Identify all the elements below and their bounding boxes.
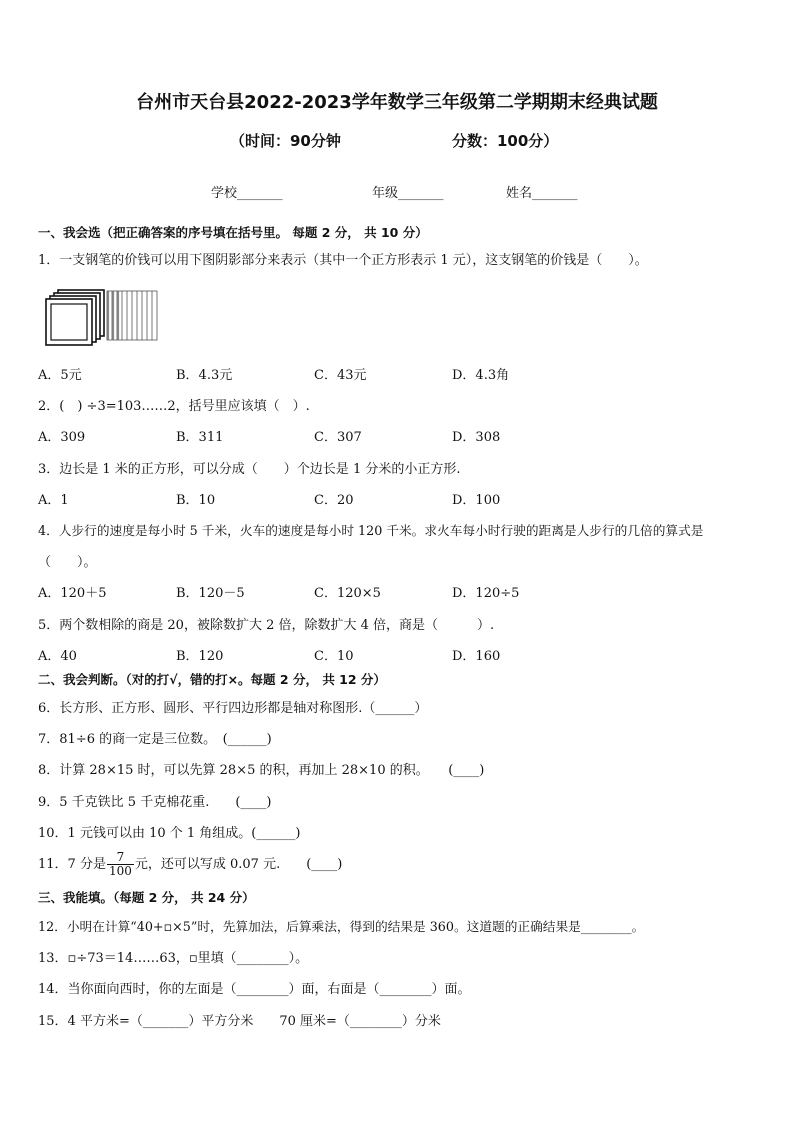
- q1-option-c: C．43元: [314, 368, 367, 383]
- q5-option-a: A．40: [38, 649, 77, 664]
- q1-option-d: D．4.3角: [452, 368, 510, 383]
- fraction: [107, 851, 134, 878]
- shaded-square-stack: [46, 290, 104, 345]
- exam-time: （时间：90分钟: [230, 132, 341, 150]
- grade-field: 年级_______: [372, 186, 444, 201]
- q3-option-c: C．20: [314, 493, 354, 508]
- question-6: 6．长方形、正方形、圆形、平行四边形都是轴对称图形.（______）: [38, 701, 428, 716]
- question-8: 8．计算 28×15 时，可以先算 28×5 的积，再加上 28×10 的积。 (____): [38, 763, 485, 778]
- q11-suffix: 元，还可以写成 0.07 元. (____): [134, 857, 343, 872]
- q5-option-d: D．160: [452, 649, 501, 664]
- question-13: 13．▫÷73＝14……63，▫里填（________）。: [38, 951, 309, 966]
- tenths-strip-group: [107, 291, 157, 340]
- page-title: 台州市天台县2022-2023学年数学三年级第二学期期末经典试题: [136, 92, 658, 113]
- name-field: 姓名_______: [506, 186, 578, 201]
- q5-option-c: C．10: [314, 649, 354, 664]
- q2-option-c: C．307: [314, 430, 362, 445]
- q5-option-b: B．120: [176, 649, 224, 664]
- q1-option-b: B．4.3元: [176, 368, 233, 383]
- question-5: 5．两个数相除的商是 20，被除数扩大 2 倍，除数扩大 4 倍，商是（ ）.: [38, 618, 495, 633]
- question-10: 10．1 元钱可以由 10 个 1 角组成。(______): [38, 826, 301, 841]
- section-heading: 三、我能填。（每题 2 分， 共 24 分）: [38, 890, 255, 905]
- q2-option-a: A．309: [38, 430, 86, 445]
- question-1: 1．一支钢笔的价钱可以用下图阴影部分来表示（其中一个正方形表示 1 元），这支钢笔的价钱是（ ）。: [38, 253, 648, 268]
- question-4-line-1: 4．人步行的速度是每小时 5 千米，火车的速度是每小时 120 千米。求火车每小时行驶的距离是人步行的几倍的算式是: [38, 523, 704, 538]
- question-9: 9．5 千克铁比 5 千克棉花重. (____): [38, 795, 272, 810]
- question-4-line-2: （ ）。: [38, 555, 97, 570]
- exam-score: 分数：100分）: [452, 132, 559, 150]
- fraction-numerator: 7: [107, 851, 134, 865]
- q4-option-d: D．120÷5: [452, 586, 520, 601]
- q1-option-a: A．5元: [38, 368, 82, 383]
- question-3: 3．边长是 1 米的正方形，可以分成（ ）个边长是 1 分米的小正方形.: [38, 462, 461, 477]
- section-heading: 一、我会选（把正确答案的序号填在括号里。 每题 2 分， 共 10 分）: [38, 225, 428, 240]
- question-14: 14．当你面向西时，你的左面是（________）面，右面是（________）面。: [38, 982, 471, 997]
- school-field: 学校_______: [211, 186, 283, 201]
- q2-option-b: B．311: [176, 430, 224, 445]
- money-squares-figure: [44, 287, 164, 347]
- section-heading: 二、我会判断。（对的打√，错的打×。每题 2 分， 共 12 分）: [38, 672, 386, 687]
- question-7: 7．81÷6 的商一定是三位数。 (______): [38, 732, 272, 747]
- fraction-denominator: 100: [108, 864, 132, 878]
- q4-option-b: B．120－5: [176, 586, 245, 601]
- question-11: [38, 851, 342, 878]
- question-15: 15．4 平方米=（_______）平方分米 70 厘米=（________）分米: [38, 1014, 441, 1029]
- square-1-inner: [51, 304, 87, 340]
- q3-option-a: A．1: [38, 493, 69, 508]
- q4-option-a: A．120＋5: [38, 586, 107, 601]
- q11-prefix: 11．7 分是: [38, 857, 106, 872]
- q3-option-b: B．10: [176, 493, 216, 508]
- q2-option-d: D．308: [452, 430, 501, 445]
- question-2: 2．( ) ÷3=103……2，括号里应该填（ ）.: [38, 399, 310, 414]
- question-12: 12．小明在计算“40+▫×5”时，先算加法，后算乘法，得到的结果是 360。这道题的正确结果是________。: [38, 919, 645, 934]
- q3-option-d: D．100: [452, 493, 501, 508]
- q4-option-c: C．120×5: [314, 586, 381, 601]
